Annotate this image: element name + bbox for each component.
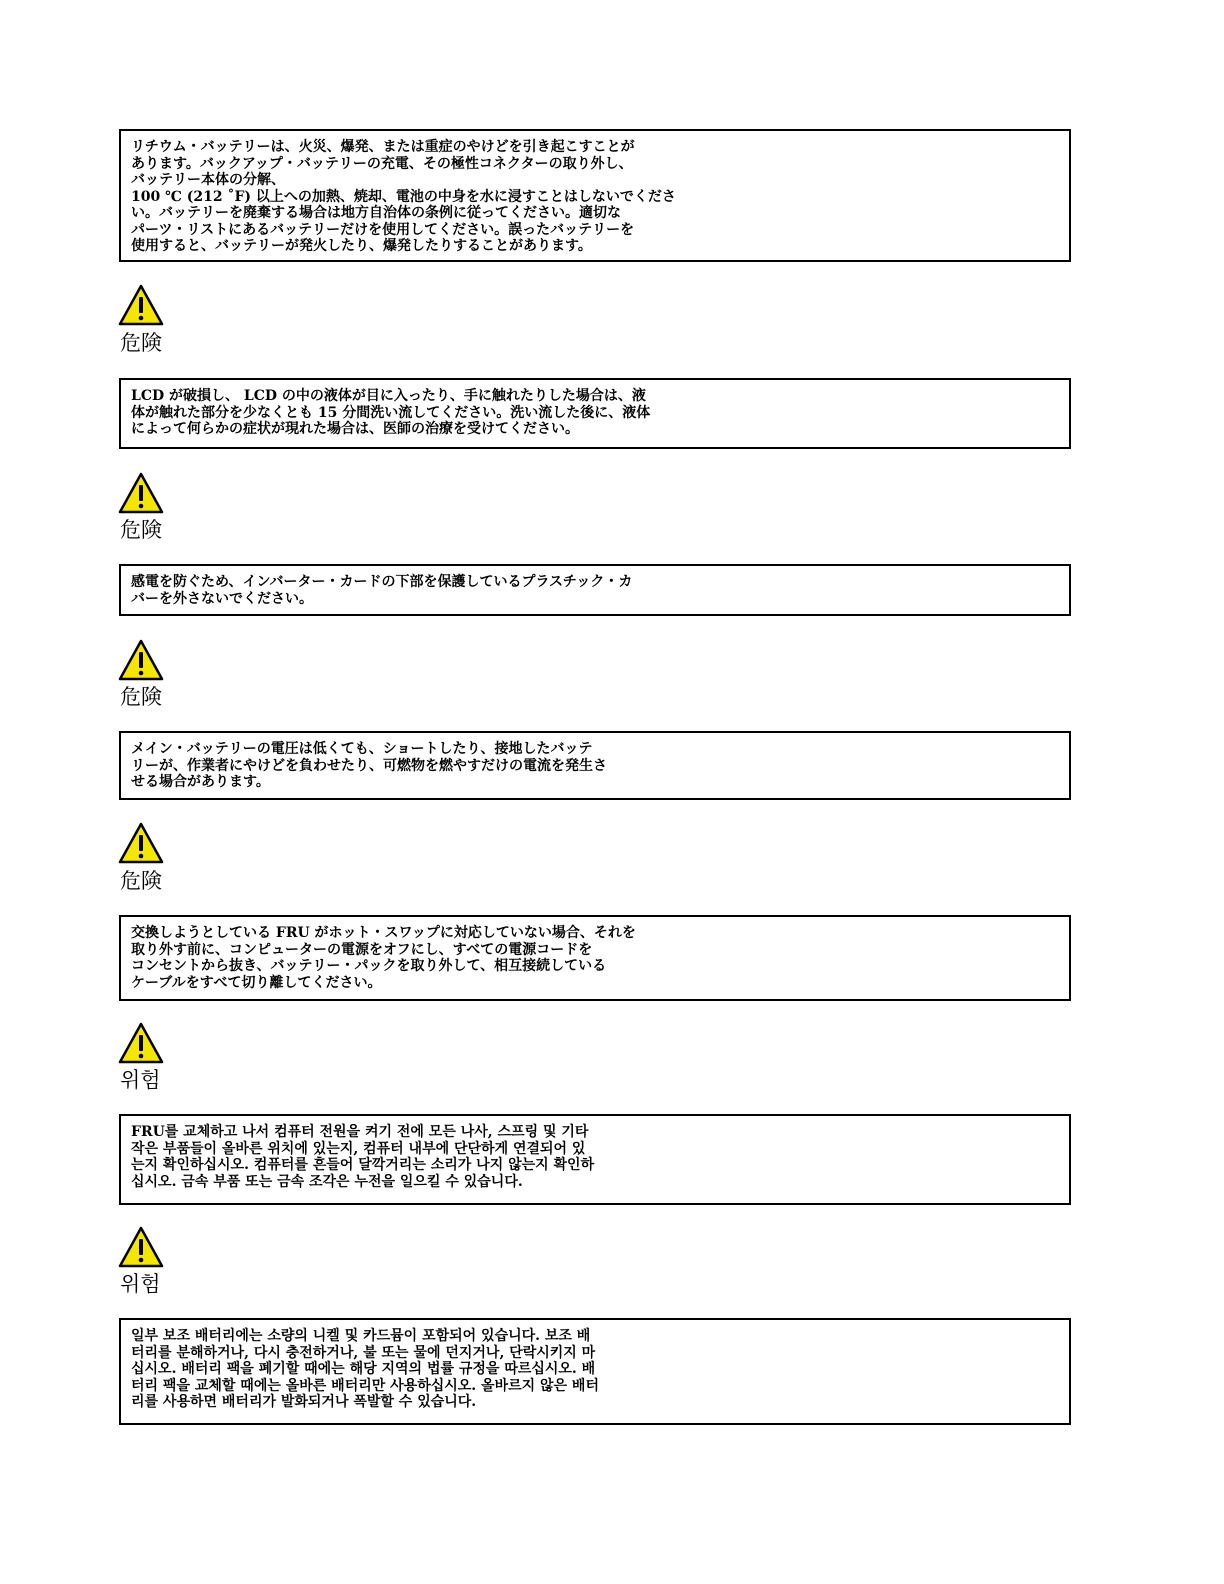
notice-line: 터리 팩을 교체할 때에는 올바른 배터리만 사용하십시오. 올바르지 않은 배터 <box>131 1377 599 1394</box>
notice-box-lithium-battery <box>119 129 1071 262</box>
notice-line: パーツ・リストにあるバッテリーだけを使用してください。誤ったバッテリーを <box>131 221 635 238</box>
notice-line: 십시오. 금속 부품 또는 금속 조각은 누전을 일으킬 수 있습니다. <box>131 1173 523 1190</box>
notice-line: コンセントから抜き、バッテリー・パックを取り外して、相互接続している <box>131 958 607 974</box>
notice-box-fru-hot-swap <box>119 915 1071 1001</box>
notice-box-backup-battery <box>119 1318 1071 1425</box>
notice-line: 取り外す前に、コンピューターの電源をオフにし、すべての電源コードを <box>131 941 593 958</box>
notice-line: 터리를 분해하거나, 다시 충전하거나, 불 또는 물에 던지거나, 단락시키지 마 <box>131 1344 596 1361</box>
danger-label: 危険 <box>120 331 162 355</box>
notice-line: によって何らかの症状が現れた場合は、医師の治療を受けてください。 <box>131 421 579 437</box>
warning-triangle-icon <box>118 284 164 326</box>
notice-line: 感電を防ぐため、インバーター・カードの下部を保護しているプラスチック・カ <box>131 574 633 590</box>
notice-line: 리를 사용하면 배터리가 발화되거나 폭발할 수 있습니다. <box>131 1394 477 1410</box>
notice-line: 使用すると、バッテリーが発火したり、爆発したりすることがあります。 <box>131 238 592 254</box>
notice-line: メイン・バッテリーの電圧は低くても、ショートしたり、接地したバッテ <box>131 741 593 757</box>
warning-triangle-icon <box>118 1022 164 1064</box>
notice-box-inverter <box>119 564 1071 616</box>
danger-label: 위험 <box>120 1068 161 1092</box>
notice-line: リーが、作業者にやけどを負わせたり、可燃物を燃やすだけの電流を発生さ <box>131 757 607 774</box>
warning-triangle-icon <box>118 639 164 681</box>
notice-line: 体が触れた部分を少なくとも 15 分間洗い流してください。洗い流した後に、液体 <box>131 404 651 421</box>
notice-line: 는지 확인하십시오. 컴퓨터를 흔들어 달깍거리는 소리가 나지 않는지 확인하 <box>131 1157 595 1173</box>
notice-box-main-battery <box>119 731 1071 800</box>
warning-triangle-icon <box>118 822 164 864</box>
notice-box-lcd <box>119 378 1071 449</box>
notice-line: バッテリー本体の分解、 <box>131 172 285 188</box>
notice-line: 일부 보조 배터리에는 소량의 니켈 및 카드뮴이 포함되어 있습니다. 보조 배 <box>131 1328 591 1344</box>
danger-label: 危険 <box>120 685 162 709</box>
notice-line: い。バッテリーを廃棄する場合は地方自治体の条例に従ってください。適切な <box>131 205 621 221</box>
notice-line: 交換しようとしている FRU がホット・スワップに対応していない場合、それを <box>131 925 636 941</box>
notice-line: FRU를 교체하고 나서 컴퓨터 전원을 켜기 전에 모든 나사, 스프링 및 기타 <box>131 1124 589 1140</box>
warning-triangle-icon <box>118 472 164 514</box>
notice-line: 100 ℃ (212 ˚F) 以上への加熱、焼却、電池の中身を水に浸すことはしないでくださ <box>131 188 676 205</box>
danger-label: 危険 <box>120 518 162 542</box>
notice-line: バーを外さないでください。 <box>131 590 313 607</box>
notice-line: あります。バックアップ・バッテリーの充電、その極性コネクターの取り外し、 <box>131 155 633 172</box>
notice-line: せる場合があります。 <box>131 774 270 790</box>
notice-line: LCD が破損し、 LCD の中の液体が目に入ったり、手に触れたりした場合は、液 <box>131 388 646 404</box>
warning-triangle-icon <box>118 1226 164 1268</box>
notice-line: 작은 부품들이 올바른 위치에 있는지, 컴퓨터 내부에 단단하게 연결되어 있 <box>131 1140 586 1157</box>
notice-line: ケーブルをすべて切り離してください。 <box>131 974 382 991</box>
danger-label: 危険 <box>120 869 162 893</box>
danger-label: 위험 <box>120 1272 161 1296</box>
notice-box-fru-screws <box>119 1114 1071 1205</box>
notice-line: リチウム・バッテリーは、火災、爆発、または重症のやけどを引き起こすことが <box>131 139 635 155</box>
notice-line: 십시오. 배터리 팩을 폐기할 때에는 해당 지역의 법률 규정을 따르십시오. 배 <box>131 1361 596 1377</box>
